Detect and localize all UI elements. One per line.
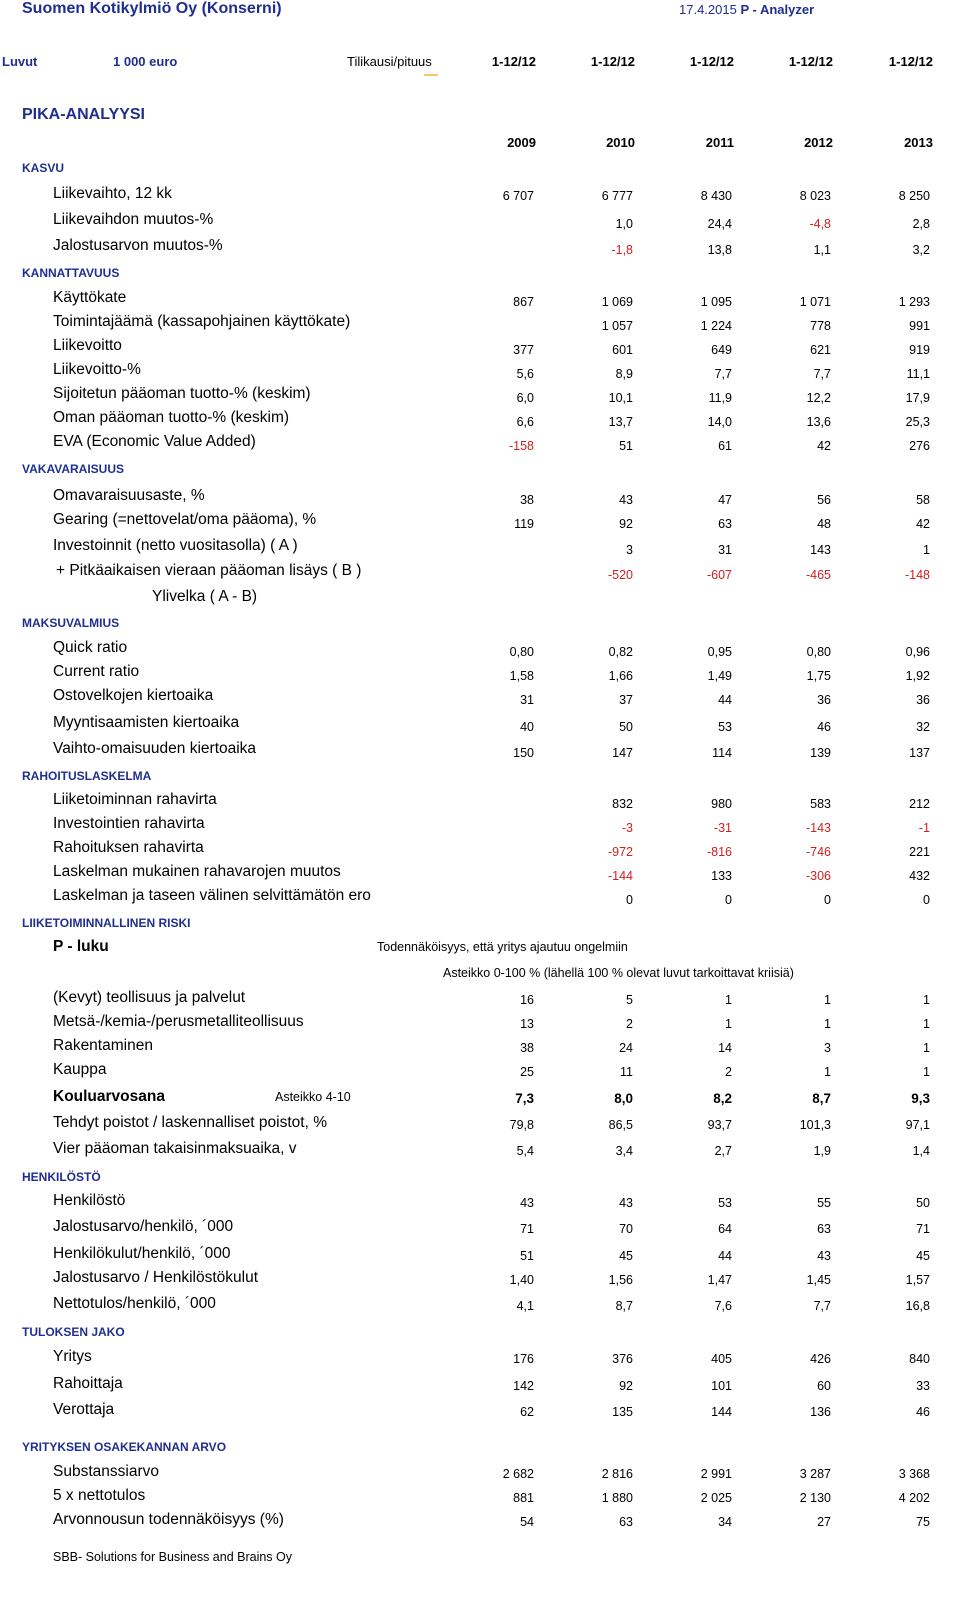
row-value-2013: 212 <box>909 797 930 811</box>
row-value-2011: 7,7 <box>714 367 732 381</box>
row-value-2011: 14,0 <box>707 415 732 429</box>
row-value-2011: 2 991 <box>700 1467 732 1481</box>
row-label: (Kevyt) teollisuus ja palvelut <box>53 989 246 1006</box>
row-value-2011: 1 224 <box>700 319 732 333</box>
row-value-2012: 3 <box>824 1041 831 1055</box>
row-label: Gearing (=nettovelat/oma pääoma), % <box>53 511 317 528</box>
row-label: 5 x nettotulos <box>53 1487 146 1504</box>
row-value-2012: -465 <box>805 568 831 582</box>
row-value-2010: 37 <box>619 693 633 707</box>
row-value-2009: 4,1 <box>516 1299 534 1313</box>
row-value-2010: -972 <box>607 845 633 859</box>
row-value-2012: 56 <box>817 493 831 507</box>
row-value-2011: -816 <box>706 845 732 859</box>
row-value-2009: 25 <box>520 1065 534 1079</box>
row-value-2011: 14 <box>718 1041 732 1055</box>
row-value-2009: 0,80 <box>509 645 534 659</box>
row-value-2010: 147 <box>612 746 633 760</box>
row-value-2012: 48 <box>817 517 831 531</box>
row-value-2013: 75 <box>916 1515 930 1529</box>
row-value-2011: 53 <box>718 1196 732 1210</box>
luvut-label: Luvut <box>2 54 38 69</box>
year-header-2009: 2009 <box>507 135 536 150</box>
row-value-2012: 1,45 <box>806 1273 831 1287</box>
section-maksuvalmius: MAKSUVALMIUS <box>22 616 120 630</box>
row-value-2010: 1,66 <box>608 669 633 683</box>
row-value-2012: 60 <box>817 1379 831 1393</box>
row-value-2010: -520 <box>607 568 633 582</box>
row-label: Current ratio <box>53 663 140 680</box>
row-value-2009: 7,3 <box>515 1091 534 1106</box>
year-header-2012: 2012 <box>804 135 833 150</box>
row-value-2011: 31 <box>718 543 732 557</box>
row-value-2011: 34 <box>718 1515 732 1529</box>
row-value-2013: 8 250 <box>898 189 930 203</box>
row-value-2011: 44 <box>718 1249 732 1263</box>
row-value-2010: 3 <box>626 543 633 557</box>
period-2012: 1-12/12 <box>788 54 833 69</box>
row-value-2013: 0 <box>923 893 930 907</box>
row-value-2010: 3,4 <box>615 1144 633 1158</box>
row-label: Arvonnousun todennäköisyys (%) <box>53 1511 284 1528</box>
row-label: Tehdyt poistot / laskennalliset poistot, % <box>53 1114 327 1131</box>
marker-tick <box>424 74 438 76</box>
row-label: Jalostusarvon muutos-% <box>53 237 223 254</box>
period-2010: 1-12/12 <box>590 54 635 69</box>
row-value-2013: 0,96 <box>905 645 930 659</box>
row-value-2011: 101 <box>711 1379 732 1393</box>
row-value-2011: 53 <box>718 720 732 734</box>
row-value-2010: 0,82 <box>608 645 633 659</box>
row-value-2010: 43 <box>619 493 633 507</box>
row-value-2009: 51 <box>520 1249 534 1263</box>
row-value-2012: 101,3 <box>799 1118 831 1132</box>
row-value-2011: 1 <box>725 1017 732 1031</box>
row-value-2010: 8,9 <box>615 367 633 381</box>
row-value-2013: 4 202 <box>898 1491 930 1505</box>
row-value-2009: 16 <box>520 993 534 1007</box>
row-value-2012: 36 <box>817 693 831 707</box>
row-value-2011: 2 <box>725 1065 732 1079</box>
row-value-2012: 1 <box>824 1065 831 1079</box>
row-value-2013: 11,1 <box>906 367 930 381</box>
row-value-2009: 6 707 <box>502 189 534 203</box>
section-henkilosto: HENKILÖSTÖ <box>22 1170 101 1184</box>
row-value-2012: 3 287 <box>799 1467 831 1481</box>
row-value-2012: 13,6 <box>806 415 831 429</box>
report-date-line <box>679 2 814 17</box>
row-value-2012: 8 023 <box>799 189 831 203</box>
row-label: Metsä-/kemia-/perusmetalliteollisuus <box>53 1013 304 1030</box>
row-value-2011: 8 430 <box>700 189 732 203</box>
row-value-2010: 376 <box>612 1352 633 1366</box>
row-value-2012: 27 <box>817 1515 831 1529</box>
row-value-2012: 583 <box>810 797 831 811</box>
row-value-2011: 980 <box>711 797 732 811</box>
row-label: Liikevaihto, 12 kk <box>53 185 172 202</box>
row-value-2010: 45 <box>619 1249 633 1263</box>
row-label: Ostovelkojen kiertoaika <box>53 687 214 704</box>
row-value-2009: 867 <box>513 295 534 309</box>
section-liiketoiminnallinen-riski: LIIKETOIMINNALLINEN RISKI <box>22 916 191 930</box>
row-label: Jalostusarvo / Henkilöstökulut <box>53 1269 259 1286</box>
row-value-2013: 1 <box>923 993 930 1007</box>
section-rahoituslaskelma: RAHOITUSLASKELMA <box>22 769 152 783</box>
row-label: Liikevaihdon muutos-% <box>53 211 214 228</box>
row-label: Quick ratio <box>53 639 128 656</box>
row-value-2009: 6,0 <box>516 391 534 405</box>
row-value-2013: 25,3 <box>905 415 930 429</box>
row-value-2010: 50 <box>619 720 633 734</box>
row-label: Nettotulos/henkilö, ´000 <box>53 1295 216 1312</box>
row-value-2012: 1 071 <box>799 295 831 309</box>
row-value-2013: 45 <box>916 1249 930 1263</box>
company-name: Suomen Kotikylmiö Oy (Konserni) <box>22 0 282 17</box>
row-value-2013: 2,8 <box>912 217 930 231</box>
row-value-2012: 46 <box>817 720 831 734</box>
row-value-2009: 1,58 <box>509 669 534 683</box>
row-value-2010: 2 <box>626 1017 633 1031</box>
row-label: Verottaja <box>53 1401 115 1418</box>
unit-label: 1 000 euro <box>113 54 178 69</box>
year-header-2013: 2013 <box>904 135 933 150</box>
row-value-2010: 1,56 <box>608 1273 633 1287</box>
row-value-2010: 1,0 <box>615 217 633 231</box>
row-value-2011: 61 <box>718 439 732 453</box>
row-value-2010: 6 777 <box>601 189 633 203</box>
row-value-2013: 50 <box>916 1196 930 1210</box>
section-tuloksen-jako: TULOKSEN JAKO <box>22 1325 125 1339</box>
row-value-2013: 1 <box>923 543 930 557</box>
row-value-2010: 10,1 <box>608 391 633 405</box>
row-value-2010: 13,7 <box>608 415 633 429</box>
row-value-2013: 3 368 <box>898 1467 930 1481</box>
row-label: Rahoittaja <box>53 1375 123 1392</box>
row-value-2010: 24 <box>619 1041 633 1055</box>
row-label: Liikevoitto-% <box>53 361 141 378</box>
row-value-2012: -143 <box>805 821 831 835</box>
row-value-2013: -148 <box>904 568 930 582</box>
row-value-2013: 16,8 <box>905 1299 930 1313</box>
row-value-2009: 5,4 <box>516 1144 534 1158</box>
row-value-2011: 13,8 <box>707 243 732 257</box>
row-value-2010: -1,8 <box>611 243 633 257</box>
row-value-2012: 43 <box>817 1249 831 1263</box>
row-value-2013: 221 <box>909 845 930 859</box>
row-value-2012: 2 130 <box>799 1491 831 1505</box>
row-value-2010: 43 <box>619 1196 633 1210</box>
row-value-2009: 2 682 <box>502 1467 534 1481</box>
row-value-2012: -746 <box>805 845 831 859</box>
row-value-2013: 97,1 <box>905 1118 930 1132</box>
row-value-2013: 46 <box>916 1405 930 1419</box>
row-value-2010: 2 816 <box>601 1467 633 1481</box>
row-label: Investointien rahavirta <box>53 815 205 832</box>
kouluarvosana-scale-note: Asteikko 4-10 <box>275 1090 351 1104</box>
row-value-2011: -31 <box>713 821 732 835</box>
row-value-2012: 139 <box>810 746 831 760</box>
row-label: Oman pääoman tuotto-% (keskim) <box>53 409 290 426</box>
section-kannattavuus: KANNATTAVUUS <box>22 266 120 280</box>
row-value-2010: 11 <box>620 1065 633 1079</box>
row-value-2010: 135 <box>612 1405 633 1419</box>
row-value-2010: -144 <box>607 869 633 883</box>
row-value-2013: 17,9 <box>905 391 930 405</box>
row-value-2012: 1,75 <box>806 669 831 683</box>
row-label: Yritys <box>53 1348 92 1365</box>
row-value-2009: 38 <box>520 1041 534 1055</box>
row-value-2012: 1,9 <box>813 1144 831 1158</box>
row-label: Ylivelka ( A - B) <box>152 588 258 605</box>
row-label: Substanssiarvo <box>53 1463 159 1480</box>
row-value-2011: 64 <box>718 1222 732 1236</box>
year-header-2010: 2010 <box>606 135 635 150</box>
row-value-2013: 276 <box>909 439 930 453</box>
report-date: 17.4.2015 <box>679 2 737 17</box>
row-value-2013: 1 <box>923 1065 930 1079</box>
section-osakekannan-arvo: YRITYKSEN OSAKEKANNAN ARVO <box>22 1440 227 1454</box>
row-label: Laskelman mukainen rahavarojen muutos <box>53 863 341 880</box>
row-value-2013: 1 293 <box>898 295 930 309</box>
row-value-2011: 1,47 <box>707 1273 732 1287</box>
row-value-2009: 5,6 <box>516 367 534 381</box>
row-value-2009: 71 <box>520 1222 534 1236</box>
row-value-2010: 8,7 <box>615 1299 633 1313</box>
p-luku-description: Todennäköisyys, että yritys ajautuu ongelmiin <box>377 940 628 954</box>
row-value-2013: 1,57 <box>905 1273 930 1287</box>
row-label: Rakentaminen <box>53 1037 153 1054</box>
row-label: Sijoitetun pääoman tuotto-% (keskim) <box>53 385 311 402</box>
page-title: PIKA-ANALYYSI <box>22 106 145 123</box>
row-value-2013: 1 <box>923 1041 930 1055</box>
row-value-2011: 114 <box>712 746 732 760</box>
row-value-2011: 1,49 <box>707 669 732 683</box>
row-value-2009: 881 <box>513 1491 534 1505</box>
row-value-2013: -1 <box>918 821 930 835</box>
row-value-2010: 51 <box>619 439 633 453</box>
row-value-2010: 1 057 <box>601 319 633 333</box>
row-value-2010: 63 <box>619 1515 633 1529</box>
row-value-2013: 32 <box>916 720 930 734</box>
row-value-2009: 1,40 <box>509 1273 534 1287</box>
row-value-2013: 1,4 <box>912 1144 930 1158</box>
row-label: Vaihto-omaisuuden kiertoaika <box>53 740 257 757</box>
section-kasvu: KASVU <box>22 161 65 175</box>
row-label: Laskelman ja taseen välinen selvittämätön ero <box>53 887 371 904</box>
row-value-2012: 63 <box>817 1222 831 1236</box>
row-label: P - luku <box>53 938 109 955</box>
row-label: EVA (Economic Value Added) <box>53 433 256 450</box>
row-value-2011: 11,9 <box>708 391 732 405</box>
row-value-2012: 426 <box>810 1352 831 1366</box>
row-label: Rahoituksen rahavirta <box>53 839 204 856</box>
row-value-2013: 840 <box>909 1352 930 1366</box>
row-value-2011: 63 <box>718 517 732 531</box>
row-value-2012: -4,8 <box>809 217 831 231</box>
row-label: Liikevoitto <box>53 337 122 354</box>
row-value-2011: 47 <box>718 493 732 507</box>
row-value-2012: 778 <box>810 319 831 333</box>
row-value-2011: 93,7 <box>707 1118 732 1132</box>
period-2011: 1-12/12 <box>689 54 734 69</box>
row-value-2009: 31 <box>520 693 534 707</box>
row-value-2011: 44 <box>718 693 732 707</box>
row-value-2012: 143 <box>810 543 831 557</box>
row-label: Kauppa <box>53 1061 107 1078</box>
row-value-2009: 6,6 <box>516 415 534 429</box>
row-value-2013: 36 <box>916 693 930 707</box>
p-luku-scale-note: Asteikko 0-100 % (lähellä 100 % olevat luvut tarkoittavat kriisiä) <box>443 966 794 980</box>
row-value-2010: 92 <box>619 517 633 531</box>
row-value-2009: 119 <box>514 517 534 531</box>
row-value-2012: 42 <box>817 439 831 453</box>
row-value-2010: 1 880 <box>601 1491 633 1505</box>
row-label: Käyttökate <box>53 289 127 306</box>
row-value-2011: 24,4 <box>707 217 732 231</box>
row-value-2010: 70 <box>619 1222 633 1236</box>
row-label: Myyntisaamisten kiertoaika <box>53 714 240 731</box>
row-value-2009: 176 <box>513 1352 534 1366</box>
row-value-2013: 432 <box>909 869 930 883</box>
row-label: Henkilökulut/henkilö, ´000 <box>53 1245 231 1262</box>
row-value-2013: 991 <box>909 319 930 333</box>
row-value-2013: 3,2 <box>912 243 930 257</box>
row-value-2012: 0,80 <box>806 645 831 659</box>
row-value-2010: 832 <box>612 797 633 811</box>
row-value-2012: 1 <box>824 993 831 1007</box>
period-2009: 1-12/12 <box>491 54 536 69</box>
row-value-2011: -607 <box>706 568 732 582</box>
row-value-2011: 2 025 <box>700 1491 732 1505</box>
period-2013: 1-12/12 <box>888 54 933 69</box>
row-value-2009: 150 <box>513 746 534 760</box>
period-label: Tilikausi/pituus <box>347 54 432 69</box>
row-label: Investoinnit (netto vuositasolla) ( A ) <box>53 537 298 554</box>
row-value-2010: 5 <box>626 993 633 1007</box>
row-value-2013: 1 <box>923 1017 930 1031</box>
row-value-2010: 1 069 <box>601 295 633 309</box>
row-value-2011: 2,7 <box>714 1144 732 1158</box>
row-value-2013: 58 <box>916 493 930 507</box>
row-value-2013: 919 <box>909 343 930 357</box>
row-value-2012: 1,1 <box>813 243 831 257</box>
row-label: + Pitkäaikaisen vieraan pääoman lisäys ( B ) <box>56 562 362 579</box>
row-value-2009: 38 <box>520 493 534 507</box>
row-value-2013: 1,92 <box>905 669 930 683</box>
row-value-2009: 142 <box>513 1379 534 1393</box>
row-value-2010: 601 <box>612 343 633 357</box>
year-header-2011: 2011 <box>705 135 734 150</box>
row-label: Henkilöstö <box>53 1192 126 1209</box>
row-value-2009: 43 <box>520 1196 534 1210</box>
row-value-2013: 9,3 <box>911 1091 930 1106</box>
row-value-2011: 144 <box>711 1405 732 1419</box>
row-label: Jalostusarvo/henkilö, ´000 <box>53 1218 234 1235</box>
row-value-2010: 0 <box>626 893 633 907</box>
row-value-2011: 649 <box>711 343 732 357</box>
row-value-2012: -306 <box>805 869 831 883</box>
program-name: P - Analyzer <box>740 2 815 17</box>
row-label: Liiketoiminnan rahavirta <box>53 791 217 808</box>
row-value-2011: 0,95 <box>707 645 732 659</box>
row-value-2012: 1 <box>824 1017 831 1031</box>
row-value-2010: 8,0 <box>614 1091 633 1106</box>
row-value-2012: 12,2 <box>806 391 831 405</box>
row-value-2013: 33 <box>916 1379 930 1393</box>
row-value-2013: 71 <box>916 1222 930 1236</box>
row-label: Toimintajäämä (kassapohjainen käyttökate) <box>53 313 351 330</box>
row-label: Omavaraisuusaste, % <box>53 487 205 504</box>
row-value-2011: 1 095 <box>700 295 732 309</box>
row-value-2013: 137 <box>909 746 930 760</box>
row-value-2010: -3 <box>621 821 633 835</box>
footer-credit: SBB- Solutions for Business and Brains Oy <box>53 1550 293 1564</box>
row-value-2012: 7,7 <box>813 1299 831 1313</box>
row-value-2012: 621 <box>810 343 831 357</box>
row-value-2012: 0 <box>824 893 831 907</box>
row-value-2009: 54 <box>520 1515 534 1529</box>
row-value-2013: 42 <box>916 517 930 531</box>
row-value-2011: 1 <box>725 993 732 1007</box>
row-label: Vier pääoman takaisinmaksuaika, v <box>53 1140 297 1157</box>
row-value-2012: 7,7 <box>813 367 831 381</box>
row-value-2009: 40 <box>520 720 534 734</box>
row-value-2011: 133 <box>711 869 732 883</box>
row-value-2009: 62 <box>520 1405 534 1419</box>
row-value-2010: 86,5 <box>608 1118 633 1132</box>
row-value-2012: 8,7 <box>812 1091 831 1106</box>
row-value-2012: 136 <box>810 1405 831 1419</box>
row-value-2011: 7,6 <box>714 1299 732 1313</box>
row-value-2009: -158 <box>508 439 534 453</box>
row-label: Kouluarvosana <box>53 1088 165 1105</box>
row-value-2011: 0 <box>725 893 732 907</box>
row-value-2011: 405 <box>711 1352 732 1366</box>
section-vakavaraisuus: VAKAVARAISUUS <box>22 462 125 476</box>
row-value-2012: 55 <box>817 1196 831 1210</box>
row-value-2010: 92 <box>619 1379 633 1393</box>
row-value-2009: 377 <box>513 343 534 357</box>
row-value-2011: 8,2 <box>713 1091 732 1106</box>
row-value-2009: 79,8 <box>509 1118 534 1132</box>
row-value-2009: 13 <box>520 1017 534 1031</box>
